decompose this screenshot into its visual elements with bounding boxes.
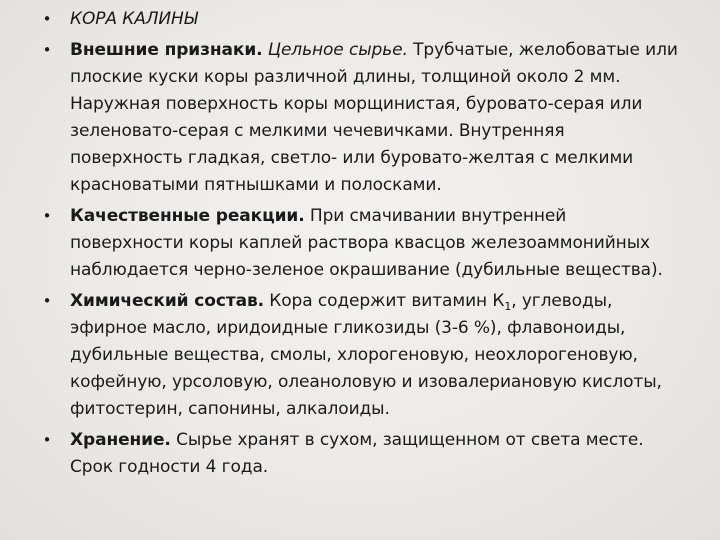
bullet-item-storage <box>40 427 680 481</box>
section-title: КОРА КАЛИНЫ <box>70 9 198 29</box>
bullet-dot-icon: • <box>42 41 52 59</box>
bullet-dot-icon: • <box>42 292 52 310</box>
bullet-item-chemical-composition <box>40 288 680 423</box>
storage-text: Сырье хранят в сухом, защищенном от света месте. Срок годности 4 года. <box>70 430 644 477</box>
chemical-composition-text-after: , углеводы, эфирное масло, иридоидные гликозиды (3-6 %), флавоноиды, дубильные вещества, смолы, хлорогеновую, неохлорогеновую, кофейную, урсоловую, олеаноловую и изовалериановую кислоты, фитостерин, сапонины, алкалоиды. <box>70 291 662 419</box>
bullet-dot-icon: • <box>42 10 52 28</box>
bullet-item-external-features <box>40 37 680 199</box>
bullet-item-title <box>40 6 680 33</box>
external-features-italic: Цельное сырье. <box>267 40 408 60</box>
qualitative-reactions-label: Качественные реакции. <box>70 206 305 226</box>
chemical-composition-label: Химический состав. <box>70 291 264 311</box>
vitamin-subscript: 1 <box>504 300 512 313</box>
chemical-composition-text-before: Кора содержит витамин К <box>263 291 505 311</box>
bullet-dot-icon: • <box>42 207 52 225</box>
external-features-label: Внешние признаки. <box>70 40 263 60</box>
bullet-item-qualitative-reactions <box>40 203 680 284</box>
qualitative-reactions-text: При смачивании внутренней поверхности коры каплей раствора квасцов железоаммонийных наблюдается черно-зеленое окрашивание (дубильные вещества). <box>70 206 663 280</box>
bullet-list <box>40 6 680 485</box>
bullet-dot-icon: • <box>42 431 52 449</box>
storage-label: Хранение. <box>70 430 171 450</box>
external-features-text: Трубчатые, желобоватые или плоские куски коры различной длины, толщиной около 2 мм. Наружная поверхность коры морщинистая, буровато-серая или зеленовато-серая с мелкими чечевичками. Внутренняя поверхность гладкая, светло- или буровато-желтая с мелкими красноватыми пятнышками и полосками. <box>70 40 678 195</box>
